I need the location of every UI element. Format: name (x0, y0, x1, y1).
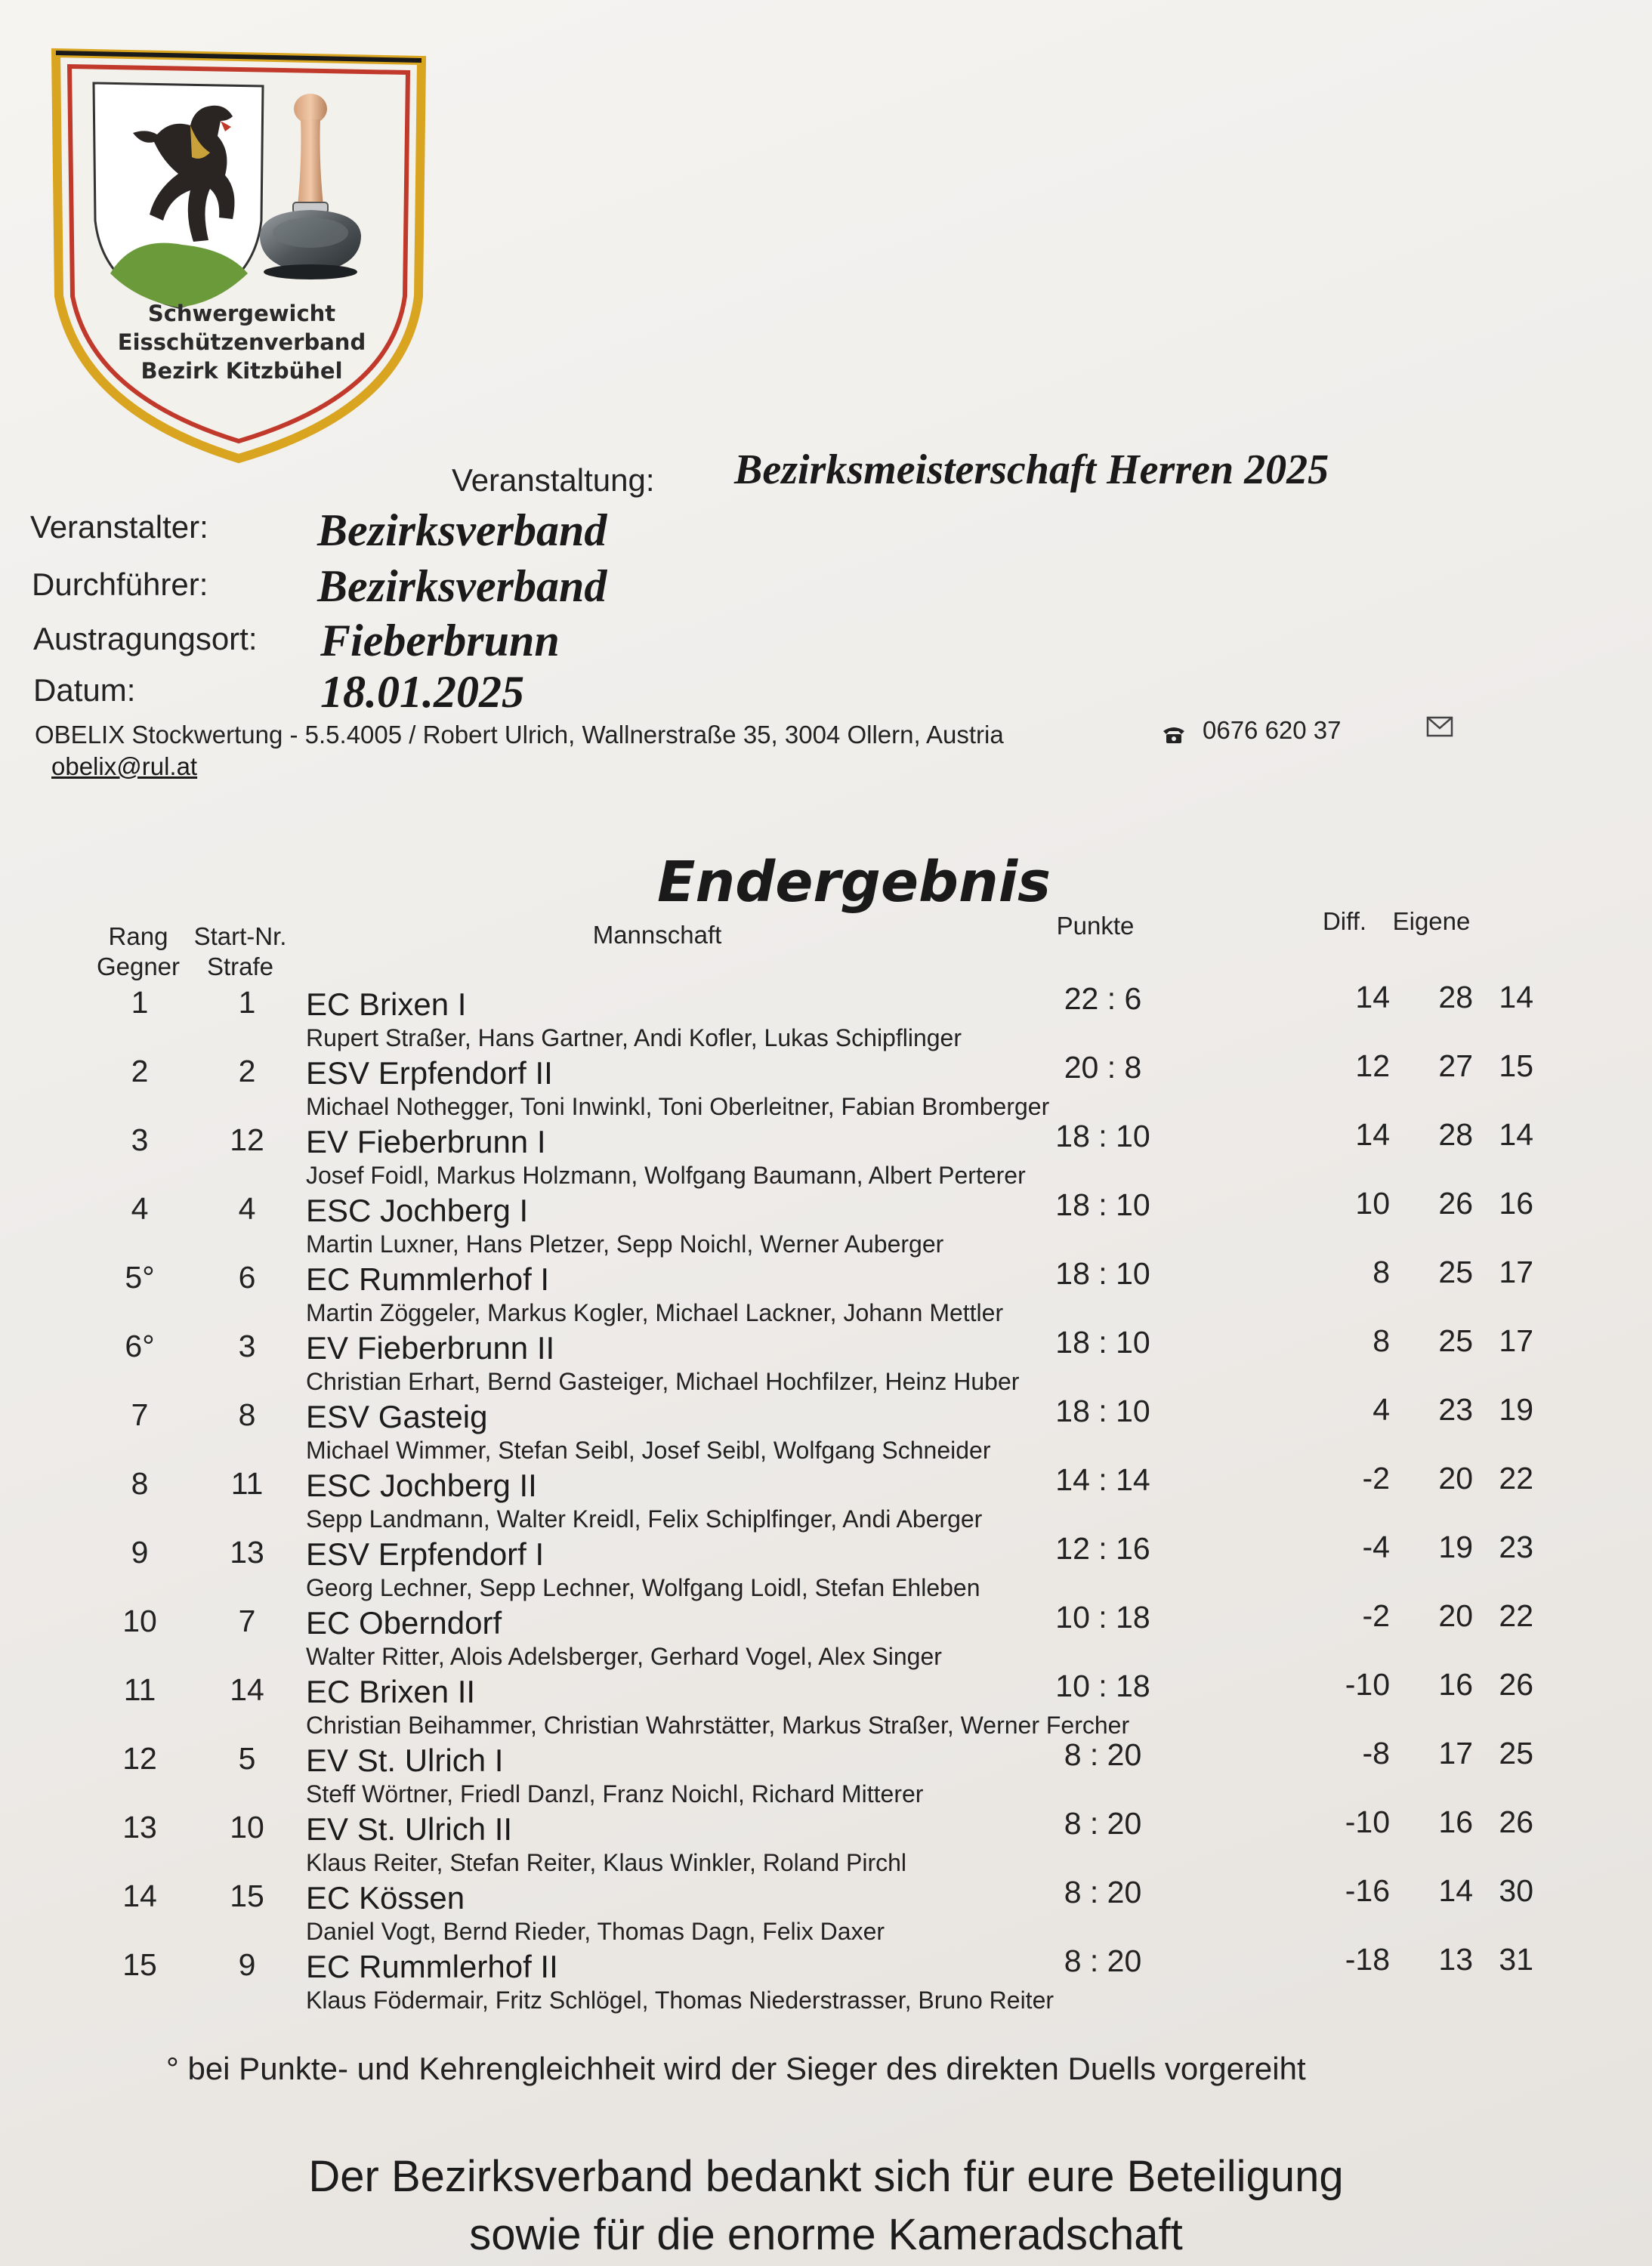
start-number-cell: 7 (238, 1604, 256, 1638)
diff-cell: 8 (1373, 1255, 1390, 1289)
player-names: Steff Wörtner, Friedl Danzl, Franz Noichl, Richard Mitterer (306, 1780, 924, 1808)
points-cell: 18 : 10 (1055, 1325, 1150, 1360)
header-punkte: Punkte (1056, 912, 1135, 940)
start-number-cell: 10 (230, 1810, 264, 1845)
gegner-cell: 15 (1499, 1048, 1533, 1083)
start-number-cell: 14 (230, 1672, 264, 1707)
result-row (0, 1252, 1652, 1326)
veranstaltung-label: Veranstaltung: (452, 462, 655, 498)
eigene-cell: 25 (1438, 1323, 1473, 1358)
rank-cell: 4 (131, 1191, 149, 1226)
tiebreak-note: ° bei Punkte- und Kehrengleichheit wird der Sieger des direkten Duells vorgereiht (166, 2051, 1306, 2086)
rank-cell: 1 (131, 985, 149, 1020)
rank-cell: 11 (123, 1672, 156, 1707)
result-row (0, 1871, 1652, 1945)
eigene-cell: 26 (1438, 1186, 1473, 1221)
header-gegner: Gegner (96, 952, 181, 980)
start-number-cell: 8 (238, 1397, 256, 1432)
eigene-cell: 23 (1438, 1392, 1473, 1427)
rank-cell: 6° (125, 1329, 155, 1363)
header-rang: Rang (108, 922, 168, 950)
team-name: EC Kössen (306, 1880, 465, 1916)
rank-cell: 8 (131, 1466, 149, 1501)
gegner-cell: 17 (1499, 1255, 1533, 1289)
points-cell: 18 : 10 (1055, 1119, 1150, 1153)
result-row (0, 1115, 1652, 1189)
rank-cell: 3 (131, 1122, 149, 1157)
diff-cell: -18 (1345, 1942, 1390, 1977)
start-number-cell: 1 (238, 985, 256, 1020)
durchfuehrer-label: Durchführer: (32, 566, 208, 602)
start-number-cell: 2 (238, 1054, 256, 1088)
diff-cell: -4 (1362, 1530, 1390, 1564)
player-names: Martin Zöggeler, Markus Kogler, Michael Lackner, Johann Mettler (306, 1299, 1004, 1326)
result-row (0, 1046, 1652, 1120)
logo-text (113, 299, 370, 385)
header-strafe: Strafe (206, 952, 274, 980)
diff-cell: 4 (1373, 1392, 1390, 1427)
result-row (0, 1390, 1652, 1464)
diff-cell: -16 (1345, 1873, 1390, 1908)
result-row (0, 1940, 1652, 2014)
diff-cell: 14 (1355, 980, 1390, 1014)
team-name: ESC Jochberg II (306, 1468, 537, 1503)
points-cell: 10 : 18 (1055, 1669, 1150, 1703)
diff-cell: -2 (1362, 1461, 1390, 1496)
gegner-cell: 30 (1499, 1873, 1533, 1908)
start-number-cell: 3 (238, 1329, 256, 1363)
start-number-cell: 5 (238, 1741, 256, 1776)
points-cell: 18 : 10 (1055, 1256, 1150, 1291)
diff-cell: 14 (1355, 1117, 1390, 1152)
thanks-line2: sowie für die enorme Kameradschaft (469, 2210, 1183, 2259)
result-row (0, 977, 1652, 1051)
result-row (0, 1184, 1652, 1258)
datum-label: Datum: (33, 672, 136, 708)
diff-cell: 12 (1355, 1048, 1390, 1083)
veranstalter-label: Veranstalter: (30, 509, 208, 545)
header-eigene: Eigene (1392, 907, 1471, 935)
eigene-cell: 14 (1438, 1873, 1473, 1908)
logo-text-line3: Bezirk Kitzbühel (140, 358, 343, 384)
player-names: Rupert Straßer, Hans Gartner, Andi Kofler, Lukas Schipflinger (306, 1024, 962, 1051)
gegner-cell: 16 (1499, 1186, 1533, 1221)
player-names: Christian Erhart, Bernd Gasteiger, Michael Hochfilzer, Heinz Huber (306, 1368, 1020, 1395)
points-cell: 18 : 10 (1055, 1394, 1150, 1428)
gegner-cell: 14 (1499, 980, 1533, 1014)
logo-text-line1: Schwergewicht (147, 301, 336, 326)
team-name: EC Brixen II (306, 1674, 476, 1709)
logo-text-line2: Eisschützenverband (117, 329, 366, 355)
header-startnr-strafe (187, 922, 293, 982)
veranstalter-value: Bezirksverband (317, 505, 607, 555)
austragungsort-label: Austragungsort: (33, 621, 258, 656)
header-diff: Diff. (1322, 907, 1367, 935)
gegner-cell: 19 (1499, 1392, 1533, 1427)
result-row (0, 1459, 1652, 1533)
diff-cell: -8 (1362, 1736, 1390, 1771)
team-name: EC Oberndorf (306, 1605, 502, 1641)
association-logo (50, 47, 428, 470)
rank-cell: 15 (122, 1947, 157, 1982)
start-number-cell: 4 (238, 1191, 256, 1226)
envelope-icon (1426, 716, 1453, 737)
result-row (0, 1665, 1652, 1739)
points-cell: 18 : 10 (1055, 1187, 1150, 1222)
points-cell: 8 : 20 (1064, 1943, 1142, 1978)
points-cell: 8 : 20 (1064, 1875, 1142, 1909)
player-names: Walter Ritter, Alois Adelsberger, Gerhard Vogel, Alex Singer (306, 1643, 942, 1670)
durchfuehrer-value: Bezirksverband (317, 561, 607, 611)
team-name: EC Rummlerhof I (306, 1261, 550, 1297)
team-name: EV Fieberbrunn II (306, 1330, 555, 1366)
eigene-cell: 20 (1438, 1461, 1473, 1496)
points-cell: 8 : 20 (1064, 1737, 1142, 1772)
gegner-cell: 26 (1499, 1667, 1533, 1702)
team-name: EV St. Ulrich II (306, 1811, 513, 1847)
eigene-cell: 27 (1438, 1048, 1473, 1083)
gegner-cell: 25 (1499, 1736, 1533, 1771)
rank-cell: 7 (131, 1397, 149, 1432)
email-link[interactable]: obelix@rul.at (51, 752, 198, 780)
team-name: EC Rummlerhof II (306, 1949, 558, 1984)
contact-line: OBELIX Stockwertung - 5.5.4005 / Robert Ulrich, Wallnerstraße 35, 3004 Ollern, Austria (35, 721, 1004, 749)
start-number-cell: 9 (238, 1947, 256, 1982)
gegner-cell: 23 (1499, 1530, 1533, 1564)
player-names: Daniel Vogt, Bernd Rieder, Thomas Dagn, Felix Daxer (306, 1918, 885, 1945)
thanks-line1: Der Bezirksverband bedankt sich für eure Beteiligung (308, 2152, 1344, 2201)
rank-cell: 5° (125, 1260, 155, 1295)
points-cell: 22 : 6 (1064, 981, 1142, 1016)
eigene-cell: 28 (1438, 980, 1473, 1014)
start-number-cell: 6 (238, 1260, 256, 1295)
player-names: Sepp Landmann, Walter Kreidl, Felix Schiplfinger, Andi Aberger (306, 1505, 983, 1533)
eigene-cell: 17 (1438, 1736, 1473, 1771)
gegner-cell: 26 (1499, 1804, 1533, 1839)
team-name: ESC Jochberg I (306, 1193, 529, 1228)
player-names: Josef Foidl, Markus Holzmann, Wolfgang Baumann, Albert Perterer (306, 1162, 1026, 1189)
player-names: Georg Lechner, Sepp Lechner, Wolfgang Loidl, Stefan Ehleben (306, 1574, 980, 1601)
points-cell: 20 : 8 (1064, 1050, 1142, 1085)
eigene-cell: 25 (1438, 1255, 1473, 1289)
start-number-cell: 12 (230, 1122, 264, 1157)
points-cell: 8 : 20 (1064, 1806, 1142, 1841)
header-rang-gegner (89, 922, 187, 982)
team-name: EV St. Ulrich I (306, 1743, 504, 1778)
team-name: ESV Erpfendorf II (306, 1055, 553, 1091)
team-name: ESV Gasteig (306, 1399, 488, 1434)
player-names: Michael Wimmer, Stefan Seibl, Josef Seibl, Wolfgang Schneider (306, 1437, 991, 1464)
team-name: ESV Erpfendorf I (306, 1536, 545, 1572)
rank-cell: 14 (122, 1879, 157, 1913)
gegner-cell: 14 (1499, 1117, 1533, 1152)
phone-number: 0676 620 37 (1203, 716, 1342, 744)
diff-cell: -2 (1362, 1598, 1390, 1633)
points-cell: 14 : 14 (1055, 1462, 1150, 1497)
austragungsort-value: Fieberbrunn (320, 616, 560, 665)
gegner-cell: 22 (1499, 1598, 1533, 1633)
heraldic-shield-icon (94, 83, 263, 307)
points-cell: 12 : 16 (1055, 1531, 1150, 1566)
points-cell: 10 : 18 (1055, 1600, 1150, 1635)
diff-cell: -10 (1345, 1667, 1390, 1702)
eigene-cell: 28 (1438, 1117, 1473, 1152)
result-row (0, 1596, 1652, 1670)
diff-cell: -10 (1345, 1804, 1390, 1839)
phone-icon (1162, 724, 1186, 745)
veranstaltung-value: Bezirksmeisterschaft Herren 2025 (734, 446, 1329, 493)
datum-value: 18.01.2025 (320, 667, 524, 717)
result-row (0, 1802, 1652, 1876)
team-name: EC Brixen I (306, 986, 467, 1022)
header-startnr: Start-Nr. (193, 922, 287, 950)
result-row (0, 1527, 1652, 1601)
start-number-cell: 15 (230, 1879, 264, 1913)
player-names: Christian Beihammer, Christian Wahrstätter, Markus Straßer, Werner Fercher (306, 1712, 1130, 1739)
diff-cell: 10 (1355, 1186, 1390, 1221)
team-name: EV Fieberbrunn I (306, 1124, 546, 1159)
player-names: Klaus Reiter, Stefan Reiter, Klaus Winkler, Roland Pirchl (306, 1849, 907, 1876)
player-names: Michael Nothegger, Toni Inwinkl, Toni Oberleitner, Fabian Bromberger (306, 1093, 1050, 1120)
result-row (0, 1321, 1652, 1395)
results-title: Endergebnis (657, 850, 1051, 915)
result-row (0, 1733, 1652, 1808)
diff-cell: 8 (1373, 1323, 1390, 1358)
rank-cell: 2 (131, 1054, 149, 1088)
player-names: Martin Luxner, Hans Pletzer, Sepp Noichl, Werner Auberger (306, 1230, 944, 1258)
gegner-cell: 22 (1499, 1461, 1533, 1496)
eigene-cell: 16 (1438, 1667, 1473, 1702)
start-number-cell: 13 (230, 1535, 264, 1570)
eigene-cell: 19 (1438, 1530, 1473, 1564)
header-mannschaft: Mannschaft (592, 921, 722, 949)
gegner-cell: 17 (1499, 1323, 1533, 1358)
eigene-cell: 16 (1438, 1804, 1473, 1839)
rank-cell: 13 (122, 1810, 157, 1845)
player-names: Klaus Födermair, Fritz Schlögel, Thomas Niederstrasser, Bruno Reiter (306, 1987, 1055, 2014)
rank-cell: 9 (131, 1535, 149, 1570)
start-number-cell: 11 (230, 1466, 264, 1501)
rank-cell: 10 (122, 1604, 157, 1638)
rank-cell: 12 (122, 1741, 157, 1776)
eigene-cell: 20 (1438, 1598, 1473, 1633)
gegner-cell: 31 (1499, 1942, 1533, 1977)
eigene-cell: 13 (1438, 1942, 1473, 1977)
